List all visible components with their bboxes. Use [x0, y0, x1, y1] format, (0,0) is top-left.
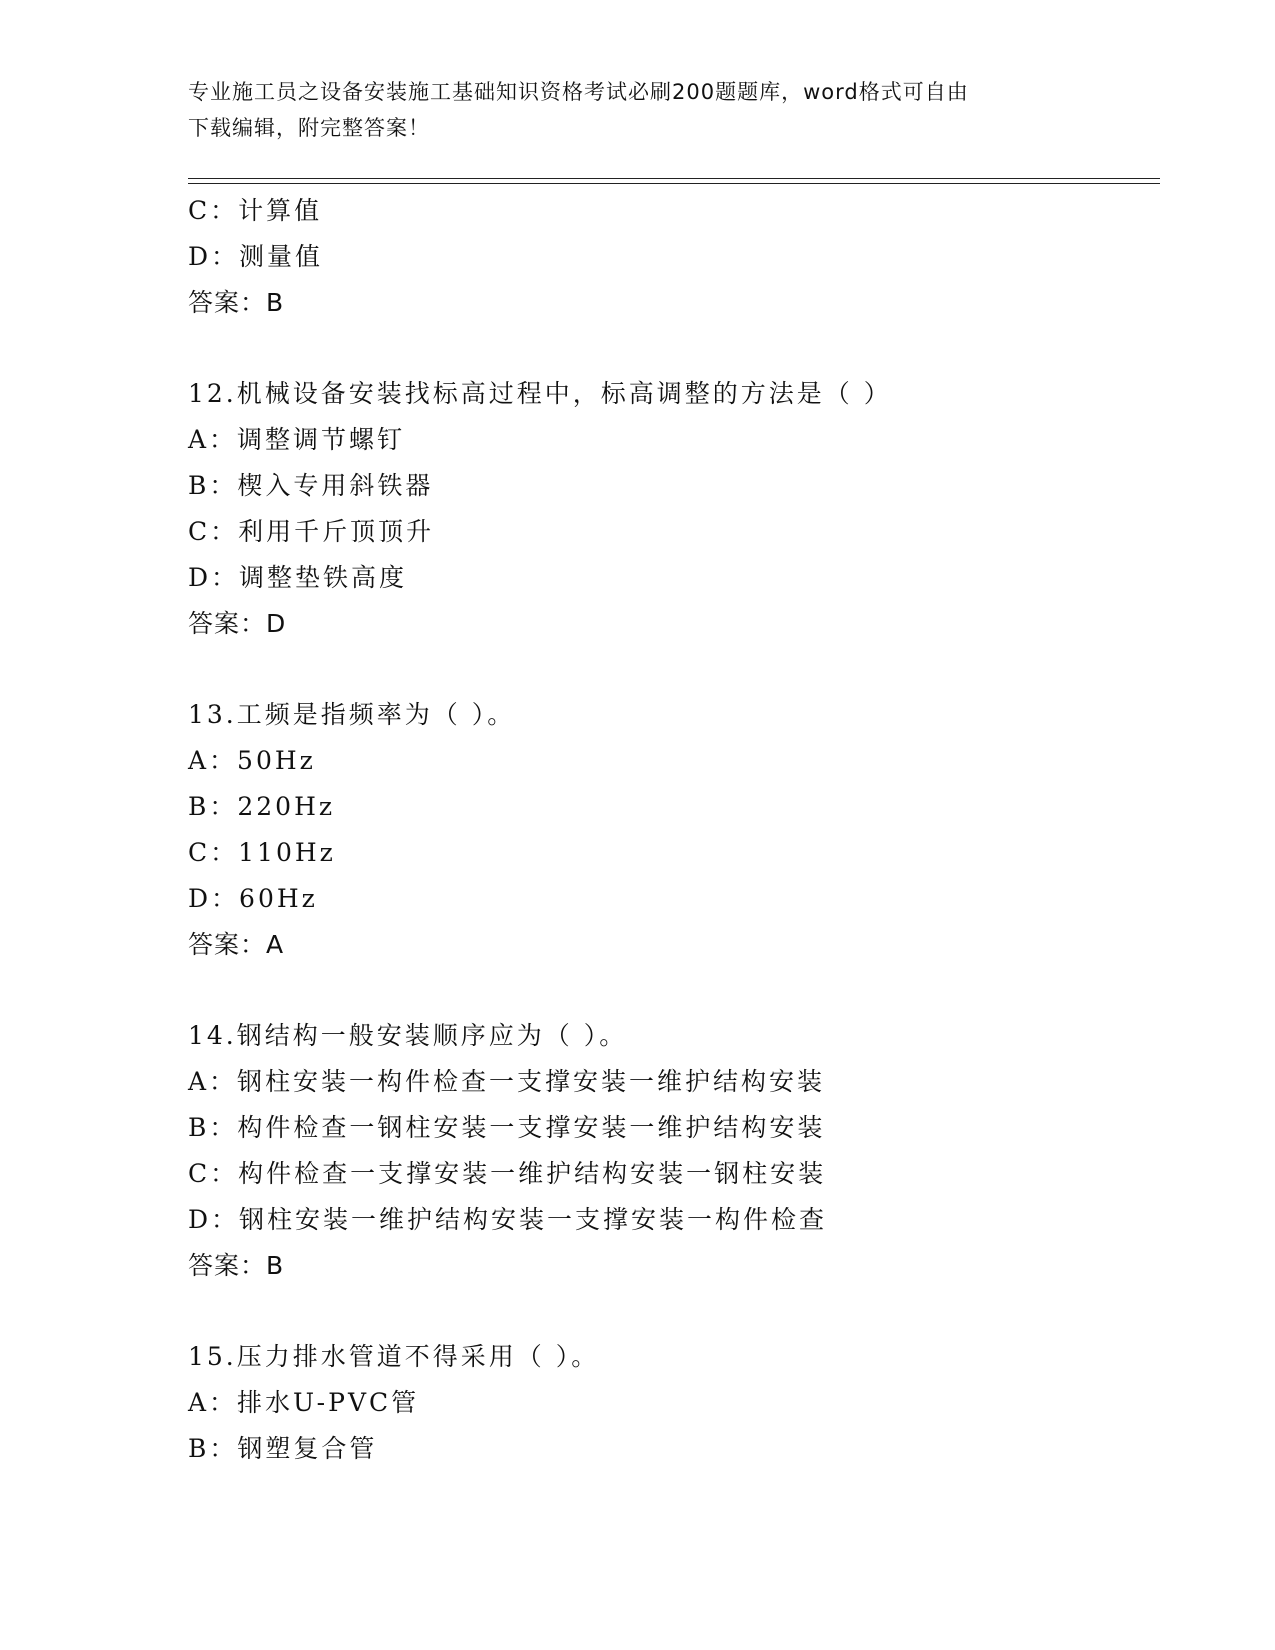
header-divider-top [188, 178, 1160, 179]
option-b: B：220Hz [188, 792, 336, 821]
option-d: D：测量值 [188, 242, 324, 271]
option-c: C：利用千斤顶顶升 [188, 517, 435, 546]
answer-line: 答案：B [188, 288, 285, 317]
question-stem: 12.机械设备安装找标高过程中，标高调整的方法是（ ） [188, 379, 892, 408]
answer-line: 答案：A [188, 930, 285, 959]
option-a: A：调整调节螺钉 [188, 425, 406, 454]
option-b: B：钢塑复合管 [188, 1434, 378, 1463]
question-11-partial [188, 188, 1148, 326]
question-14 [188, 1013, 1148, 1289]
question-13 [188, 692, 1148, 968]
header-line-1: 专业施工员之设备安装施工基础知识资格考试必刷200题题库，word格式可自由 [188, 80, 969, 104]
option-b: B：楔入专用斜铁器 [188, 471, 434, 500]
header-divider-bottom [188, 183, 1160, 184]
option-b: B：构件检查一钢柱安装一支撑安装一维护结构安装 [188, 1113, 826, 1142]
option-c: C：110Hz [188, 838, 336, 867]
option-d: D：调整垫铁高度 [188, 563, 408, 592]
option-a: A：排水U-PVC管 [188, 1388, 420, 1417]
option-c: C：计算值 [188, 196, 323, 225]
option-c: C：构件检查一支撑安装一维护结构安装一钢柱安装 [188, 1159, 827, 1188]
question-15 [188, 1334, 1148, 1472]
answer-line: 答案：D [188, 609, 287, 638]
question-list [188, 188, 1148, 1472]
answer-line: 答案：B [188, 1251, 285, 1280]
option-d: D：60Hz [188, 884, 318, 913]
question-stem: 13.工频是指频率为（ ）。 [188, 700, 516, 729]
question-12 [188, 371, 1148, 647]
question-stem: 15.压力排水管道不得采用（ ）。 [188, 1342, 600, 1371]
option-a: A：钢柱安装一构件检查一支撑安装一维护结构安装 [188, 1067, 826, 1096]
option-a: A：50Hz [188, 746, 316, 775]
document-header [188, 74, 1068, 146]
option-d: D：钢柱安装一维护结构安装一支撑安装一构件检查 [188, 1205, 828, 1234]
question-stem: 14.钢结构一般安装顺序应为（ ）。 [188, 1021, 628, 1050]
header-line-2: 下载编辑，附完整答案！ [188, 116, 430, 140]
